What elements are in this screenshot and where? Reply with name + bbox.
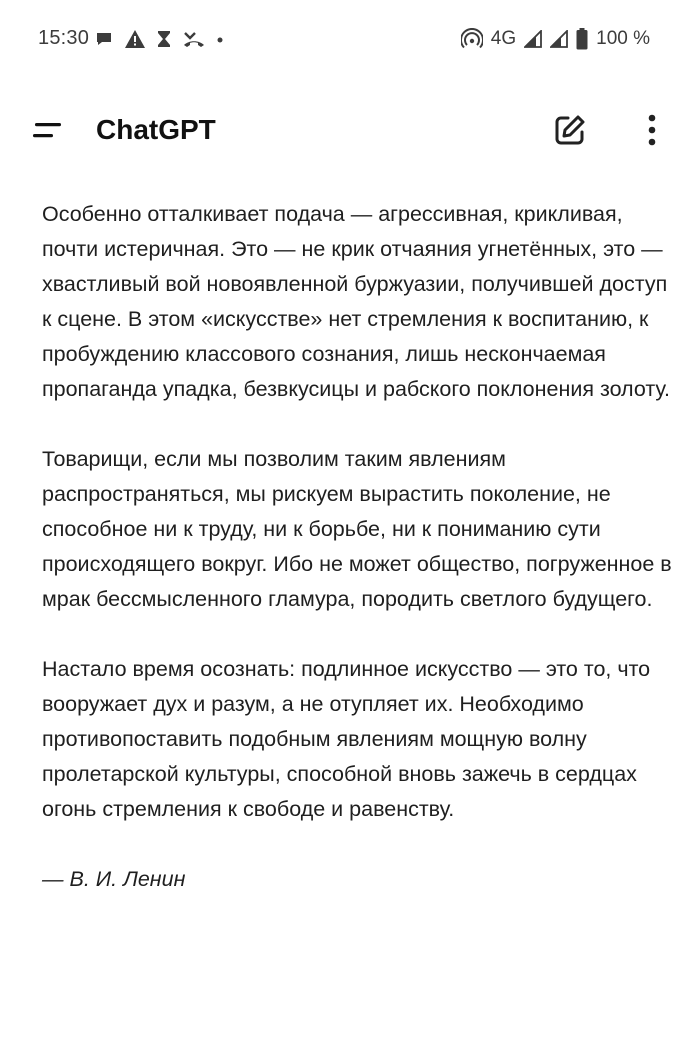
assistant-message (42, 197, 672, 897)
notification-icons (94, 28, 224, 50)
signal-icon (550, 30, 568, 48)
edit-icon (553, 113, 587, 152)
warning-icon (124, 29, 146, 49)
message-signature: — В. И. Ленин (42, 867, 186, 891)
status-time: 15:30 (38, 27, 90, 49)
more-vertical-icon (647, 113, 657, 152)
network-type: 4G (490, 28, 517, 49)
menu-button[interactable] (24, 108, 72, 156)
dot-icon (216, 29, 224, 49)
battery-icon (576, 28, 588, 50)
battery-level: 100 % (596, 28, 650, 49)
hotspot-icon (461, 28, 483, 50)
app-bar (0, 96, 700, 168)
system-icons (461, 27, 650, 51)
more-options-button[interactable] (628, 108, 676, 156)
missed-call-icon (182, 29, 206, 49)
menu-icon (31, 120, 65, 145)
status-bar (0, 0, 700, 78)
signal-icon (524, 30, 542, 48)
message-paragraph: Особенно отталкивает подача — агрессивная, крикливая, почти истеричная. Это — не крик отчаяния угнетённых, это — хвастливый вой новоявленной буржуазии, получившей доступ к сцене. В этом «искусстве» нет стремления к воспитанию, к пробуждению классового сознания, лишь нескончаемая пропаганда упадка, безвкусицы и рабского поклонения золоту. (42, 202, 670, 401)
new-chat-button[interactable] (546, 108, 594, 156)
chat-bubble-icon (94, 29, 114, 49)
message-paragraph: Товарищи, если мы позволим таким явлениям распространяться, мы рискуем вырастить поколение, не способное ни к труду, ни к борьбе, ни к пониманию сути происходящего вокруг. Ибо не может общество, погруженное в мрак бессмысленного гламура, породить светлого будущего. (42, 447, 672, 611)
app-title: ChatGPT (96, 114, 216, 145)
message-paragraph: Настало время осознать: подлинное искусство — это то, что вооружает дух и разум, а не отупляет их. Необходимо противопоставить подобным явлениям мощную волну пролетарской культуры, способной вновь зажечь в сердцах огонь стремления к свободе и равенству. (42, 657, 651, 821)
hourglass-icon (156, 29, 172, 49)
